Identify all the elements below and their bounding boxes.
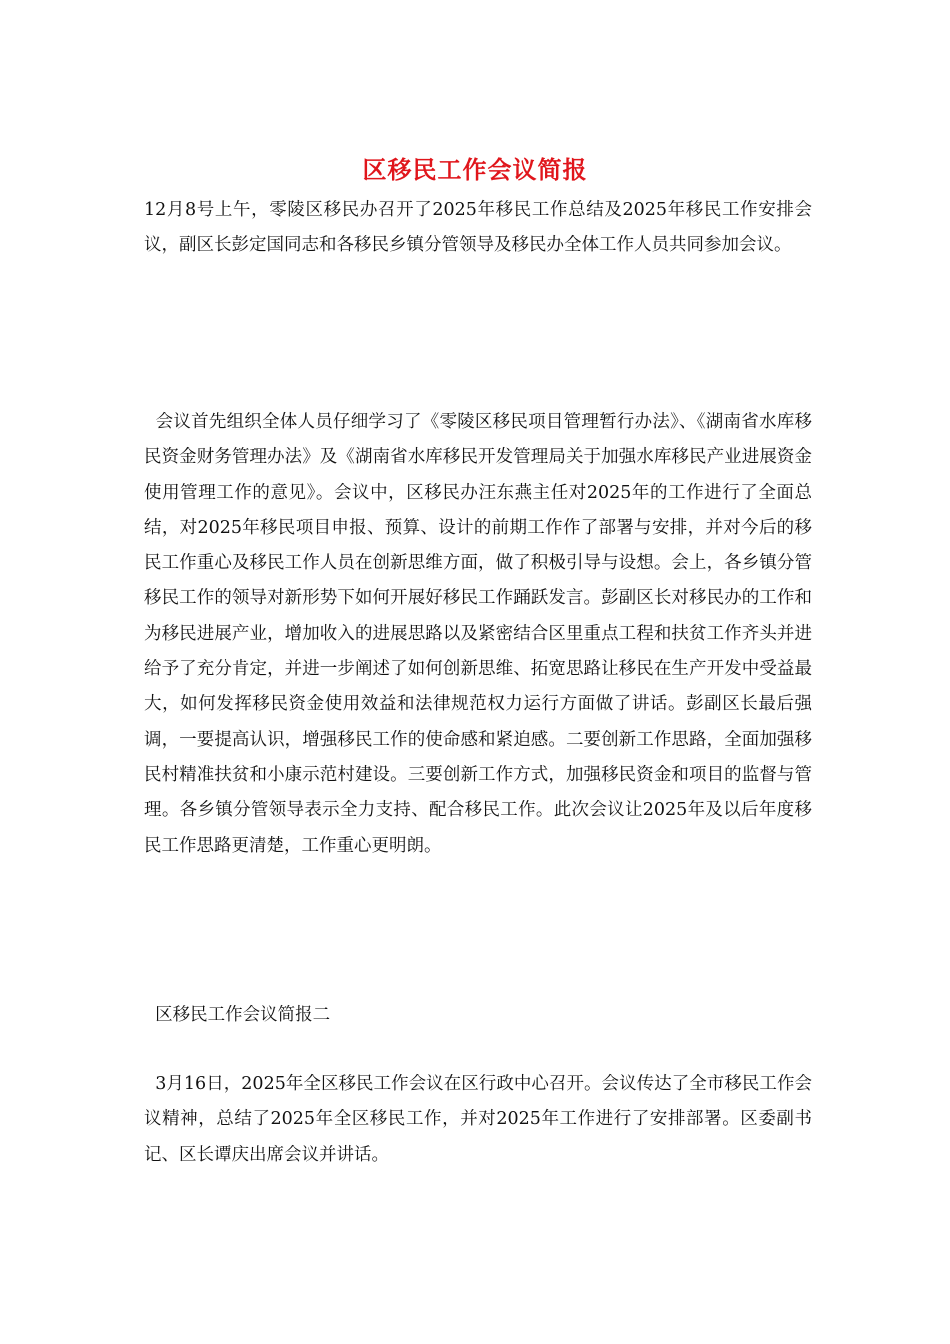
document-title: 区移民工作会议简报 bbox=[362, 155, 588, 184]
paragraph-1: 12月8号上午，零陵区移民办召开了2025年移民工作总结及2025年移民工作安排会议，副区长彭定国同志和各移民乡镇分管领导及移民办全体工作人员共同参加会议。 bbox=[144, 200, 812, 256]
subheading: 区移民工作会议简报二 bbox=[144, 1005, 331, 1025]
paragraph-3: 3月16日，2025年全区移民工作会议在区行政中心召开。会议传达了全市移民工作会议精神，总结了2025年全区移民工作，并对2025年工作进行了安排部署。区委副书记、区长谭庆出席会议并讲话。 bbox=[144, 1074, 812, 1165]
paragraph-2: 会议首先组织全体人员仔细学习了《零陵区移民项目管理暂行办法》、《湖南省水库移民资金财务管理办法》及《湖南省水库移民开发管理局关于加强水库移民产业进展资金使用管理工作的意见》。会议中，区移民办汪东燕主任对2025年的工作进行了全面总结，对2025年移民项目申报、预算、设计的前期工作作了部署与安排，并对今后的移民工作重心及移民工作人员在创新思维方面，做了积极引导与设想。会上，各乡镇分管移民工作的领导对新形势下如何开展好移民工作踊跃发言。彭副区长对移民办的工作和为移民进展产业，增加收入的进展思路以及紧密结合区里重点工程和扶贫工作齐头并进给予了充分肯定，并进一步阐述了如何创新思维、拓宽思路让移民在生产开发中受益最大，如何发挥移民资金使用效益和法律规范权力运行方面做了讲话。彭副区长最后强调，一要提高认识，增强移民工作的使命感和紧迫感。二要创新工作思路，全面加强移民村精准扶贫和小康示范村建设。三要创新工作方式，加强移民资金和项目的监督与管理。各乡镇分管领导表示全力支持、配合移民工作。此次会议让2025年及以后年度移民工作思路更清楚，工作重心更明朗。 bbox=[144, 412, 812, 856]
